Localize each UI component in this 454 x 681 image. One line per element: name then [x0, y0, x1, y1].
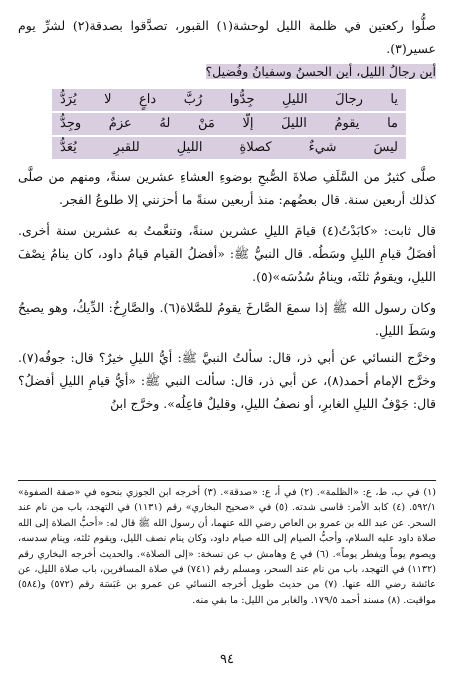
verse-line: ليسَ شيءٌ كصلاةِ الليلِ للقبرِ يُعَدُّ [52, 137, 406, 159]
paragraph: وكان رسول الله ﷺ إذا سمعَ الصَّارخَ يقومُ للصَّلاة(٦). والصَّارِخُ: الدِّيكُ، وهو يصيحُ وسَطَ الليلِ. [18, 300, 436, 338]
highlighted-question: أين رجالُ الليل، أين الحسنُ وسفيانُ وفُضيل؟ [205, 64, 436, 79]
paragraph: صلَّى كثيرٌ من السَّلَفِ صلاةَ الصُّبحِ بوضوءِ العشاءِ عشرين سنةً، ومنهم من صلَّى كذلك أربعين سنة. قال بعضُهم: منذ أربعين سنةً ما أحزنني إلا طلوعُ الفجر. [18, 169, 436, 207]
verse-line: ما يقومُ الليلَ إلَّا مَنْ لهُ عزمٌ وجِدُّ [52, 113, 406, 135]
footnotes [18, 480, 436, 608]
intro-question [18, 60, 436, 83]
footnote-text: (١) في ب، ط، ع: «الظلمة». (٢) في أ، ع: «صدقة». (٣) أخرجه ابن الجوزي بنحوه في «صفة الصفوة» ٥٩٢/١. (٤) كابد الأمر: قاسى شدته. (٥) في «صحيح البخاري» رقم (١١٣١) في التهجد، باب من نام عند السحر. عن عبد الله بن عمرو بن العاص رضي الله عنهما، أن رسول الله ﷺ قال له: «أحبُّ الصلاة إلى الله صلاة داود عليه السلام، وأحبُّ الصيام إلى الله صيام داود، وكان ينام نصف الليل، ويقوم ثلثه، وينام سدسه، ويصوم يوماً ويفطر يوماً». (٦) في ع وهامش ب عن نسخة: «إلى الصلاة». والحديث أخرجه البخاري رقم (١١٣٢) في التهجد، باب من نام عند السحر، ومسلم رقم (٧٤١) في صلاة المسافرين، باب صلاة الليل، عن عائشة رضي الله عنها. (٧) من حديث طويل أخرجه النسائي عن عمرو بن عَبَسَة رقم (٥٧٢) و(٥٨٤) مواقيت. (٨) مسند أحمد ١٧٩/٥. والغابر من الليل: ما بقي منه. [18, 487, 437, 606]
page-number: ٩٤ [220, 652, 234, 667]
paragraph: وخرَّج النسائي عن أبي ذر، قال: سألتُ النبيَّ ﷺ: أيُّ الليلِ خيرٌ؟ قال: جوفُه(٧). وخرَّج الإمام أحمد(٨)، عن أبي ذر، قال: سألت النبي ﷺ: «أيُّ قيامِ الليلِ أفضلُ؟ قال: جَوْفُ الليلِ الغابرِ، أو نصفُ الليلِ، وقليلٌ فاعِلُه». وخرَّج ابنُ [18, 350, 436, 411]
poem-verses [52, 89, 406, 159]
verse-line: يا رجالَ الليلِ جِدُّوا رُبَّ داعٍ لا يُرَدُّ [52, 89, 406, 111]
intro-line: صلُّوا ركعتين في ظلمة الليل لوحشة(١) القبور، تصدَّقوا بصدقة(٢) لشرِّ يوم عسير(٣). [18, 18, 437, 56]
paragraph: قال ثابت: «كابَدْتُ(٤) قيامَ الليلِ عشرين سنةً، وتنعَّمتُ به عشرين سنة أخرى. أفضَلُ قيامِ الليلِ وسَطُه. قال النبيُّ ﷺ: «أفضلُ القيام قيامُ داود، كان ينامُ نِصْفَ الليلِ، ويقومُ ثلثَه، وينامُ سُدُسَه»(٥). [18, 223, 436, 284]
